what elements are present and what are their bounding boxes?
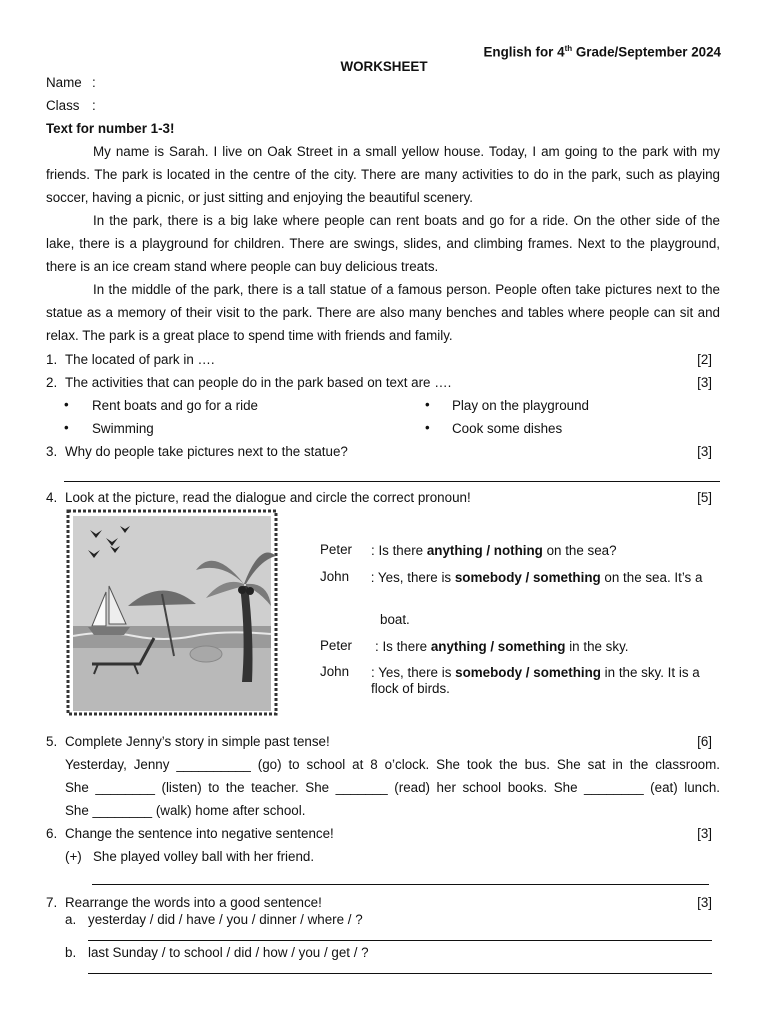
question-1-mark: [2] [697,352,712,367]
item-a-label: a. [65,912,77,927]
item-b-label: b. [65,945,77,960]
dialogue-line-4: : Yes, there is somebody / something in the sky. It is a [371,665,700,680]
dialogue-line-2: : Yes, there is somebody / something on the sea. It’s a [370,570,703,585]
bullet-icon: • [64,397,69,412]
course-header: English for 4th Grade/September 2024 [483,44,721,60]
story-line-1[interactable]: Yesterday, Jenny __________ (go) to school at 8 o’clock. She took the bus. She sat in the classroom. [65,757,720,772]
name-colon: : [92,75,96,90]
dialogue-line-3: : Is there anything / something in the sky. [375,639,629,654]
option-swimming[interactable]: Swimming [92,421,154,436]
story-line-3[interactable]: She ________ (walk) home after school. [65,803,306,818]
dialogue-speaker-john: John [320,569,350,584]
bullet-icon: • [425,420,430,435]
pronoun-choice-1[interactable]: anything / nothing [426,543,543,558]
beach-ball [190,646,222,662]
beach-picture [64,506,280,718]
item-b-words: last Sunday / to school / did / how / you / get / ? [88,945,369,960]
option-playground[interactable]: Play on the playground [452,398,589,413]
bullet-icon: • [425,397,430,412]
sand [73,648,271,711]
question-3: 3. Why do people take pictures next to the statue? [46,444,348,459]
question-7-mark: [3] [697,895,712,910]
pronoun-choice-4[interactable]: somebody / something [455,665,601,680]
question-6: 6. Change the sentence into negative sentence! [46,826,334,841]
option-cook-dishes[interactable]: Cook some dishes [452,421,563,436]
question-1: 1. The located of park in …. [46,352,215,367]
dialogue-speaker-john: John [320,664,350,679]
reading-heading: Text for number 1-3! [46,121,175,136]
dialogue-line-1: : Is there anything / nothing on the sea? [371,543,617,558]
reading-paragraph-3: In the middle of the park, there is a tall statue of a famous person. People often take pictures next to the statue as a memory of their visit to the park. There are also many benches and tables where people can sit and relax. The park is a great place to spend time with friends and family. [46,282,720,343]
class-label: Class [46,98,80,113]
question-4: 4. Look at the picture, read the dialogue and circle the correct pronoun! [46,490,471,505]
name-label: Name [46,75,82,90]
answer-line-q3[interactable] [64,481,720,482]
dialogue-speaker-peter: Peter [320,542,353,557]
answer-line-q7a[interactable] [88,940,712,941]
dialogue-line-2-cont: boat. [380,612,410,627]
question-5-mark: [6] [697,734,712,749]
pronoun-choice-3[interactable]: anything / something [430,639,566,654]
question-4-mark: [5] [697,490,712,505]
positive-sentence: She played volley ball with her friend. [93,849,315,864]
dialogue-speaker-peter: Peter [320,638,353,653]
option-rent-boats[interactable]: Rent boats and go for a ride [92,398,259,413]
question-5: 5. Complete Jenny’s story in simple past tense! [46,734,330,749]
pronoun-choice-2[interactable]: somebody / something [454,570,601,585]
question-6-mark: [3] [697,826,712,841]
question-7: 7. Rearrange the words into a good sentence! [46,895,322,910]
answer-line-q6[interactable] [92,884,709,885]
dialogue-line-4-cont: flock of birds. [371,681,450,696]
question-2: 2. The activities that can people do in the park based on text are …. [46,375,452,390]
bullet-icon: • [64,420,69,435]
story-line-2[interactable]: She ________ (listen) to the teacher. She _______ (read) her school books. She ________ (eat) lunch. [65,780,720,795]
class-colon: : [92,98,96,113]
reading-paragraph-2: In the park, there is a big lake where people can rent boats and go for a ride. On the other side of the lake, there is a playground for children. There are swings, slides, and climbing frames. Next to the playground, there is an ice cream stand where people can buy delicious treats. [46,213,720,274]
answer-line-q7b[interactable] [88,973,712,974]
question-2-mark: [3] [697,375,712,390]
positive-sign: (+) [65,849,82,864]
item-a-words: yesterday / did / have / you / dinner / where / ? [88,912,363,927]
reading-paragraph-1: My name is Sarah. I live on Oak Street in a small yellow house. Today, I am going to the park with my friends. The park is located in the centre of the city. There are many activities to do in the park, such as playing soccer, having a picnic, or just sitting and enjoying the beautiful scenery. [46,144,720,205]
worksheet-title: WORKSHEET [340,59,428,74]
question-3-mark: [3] [697,444,712,459]
